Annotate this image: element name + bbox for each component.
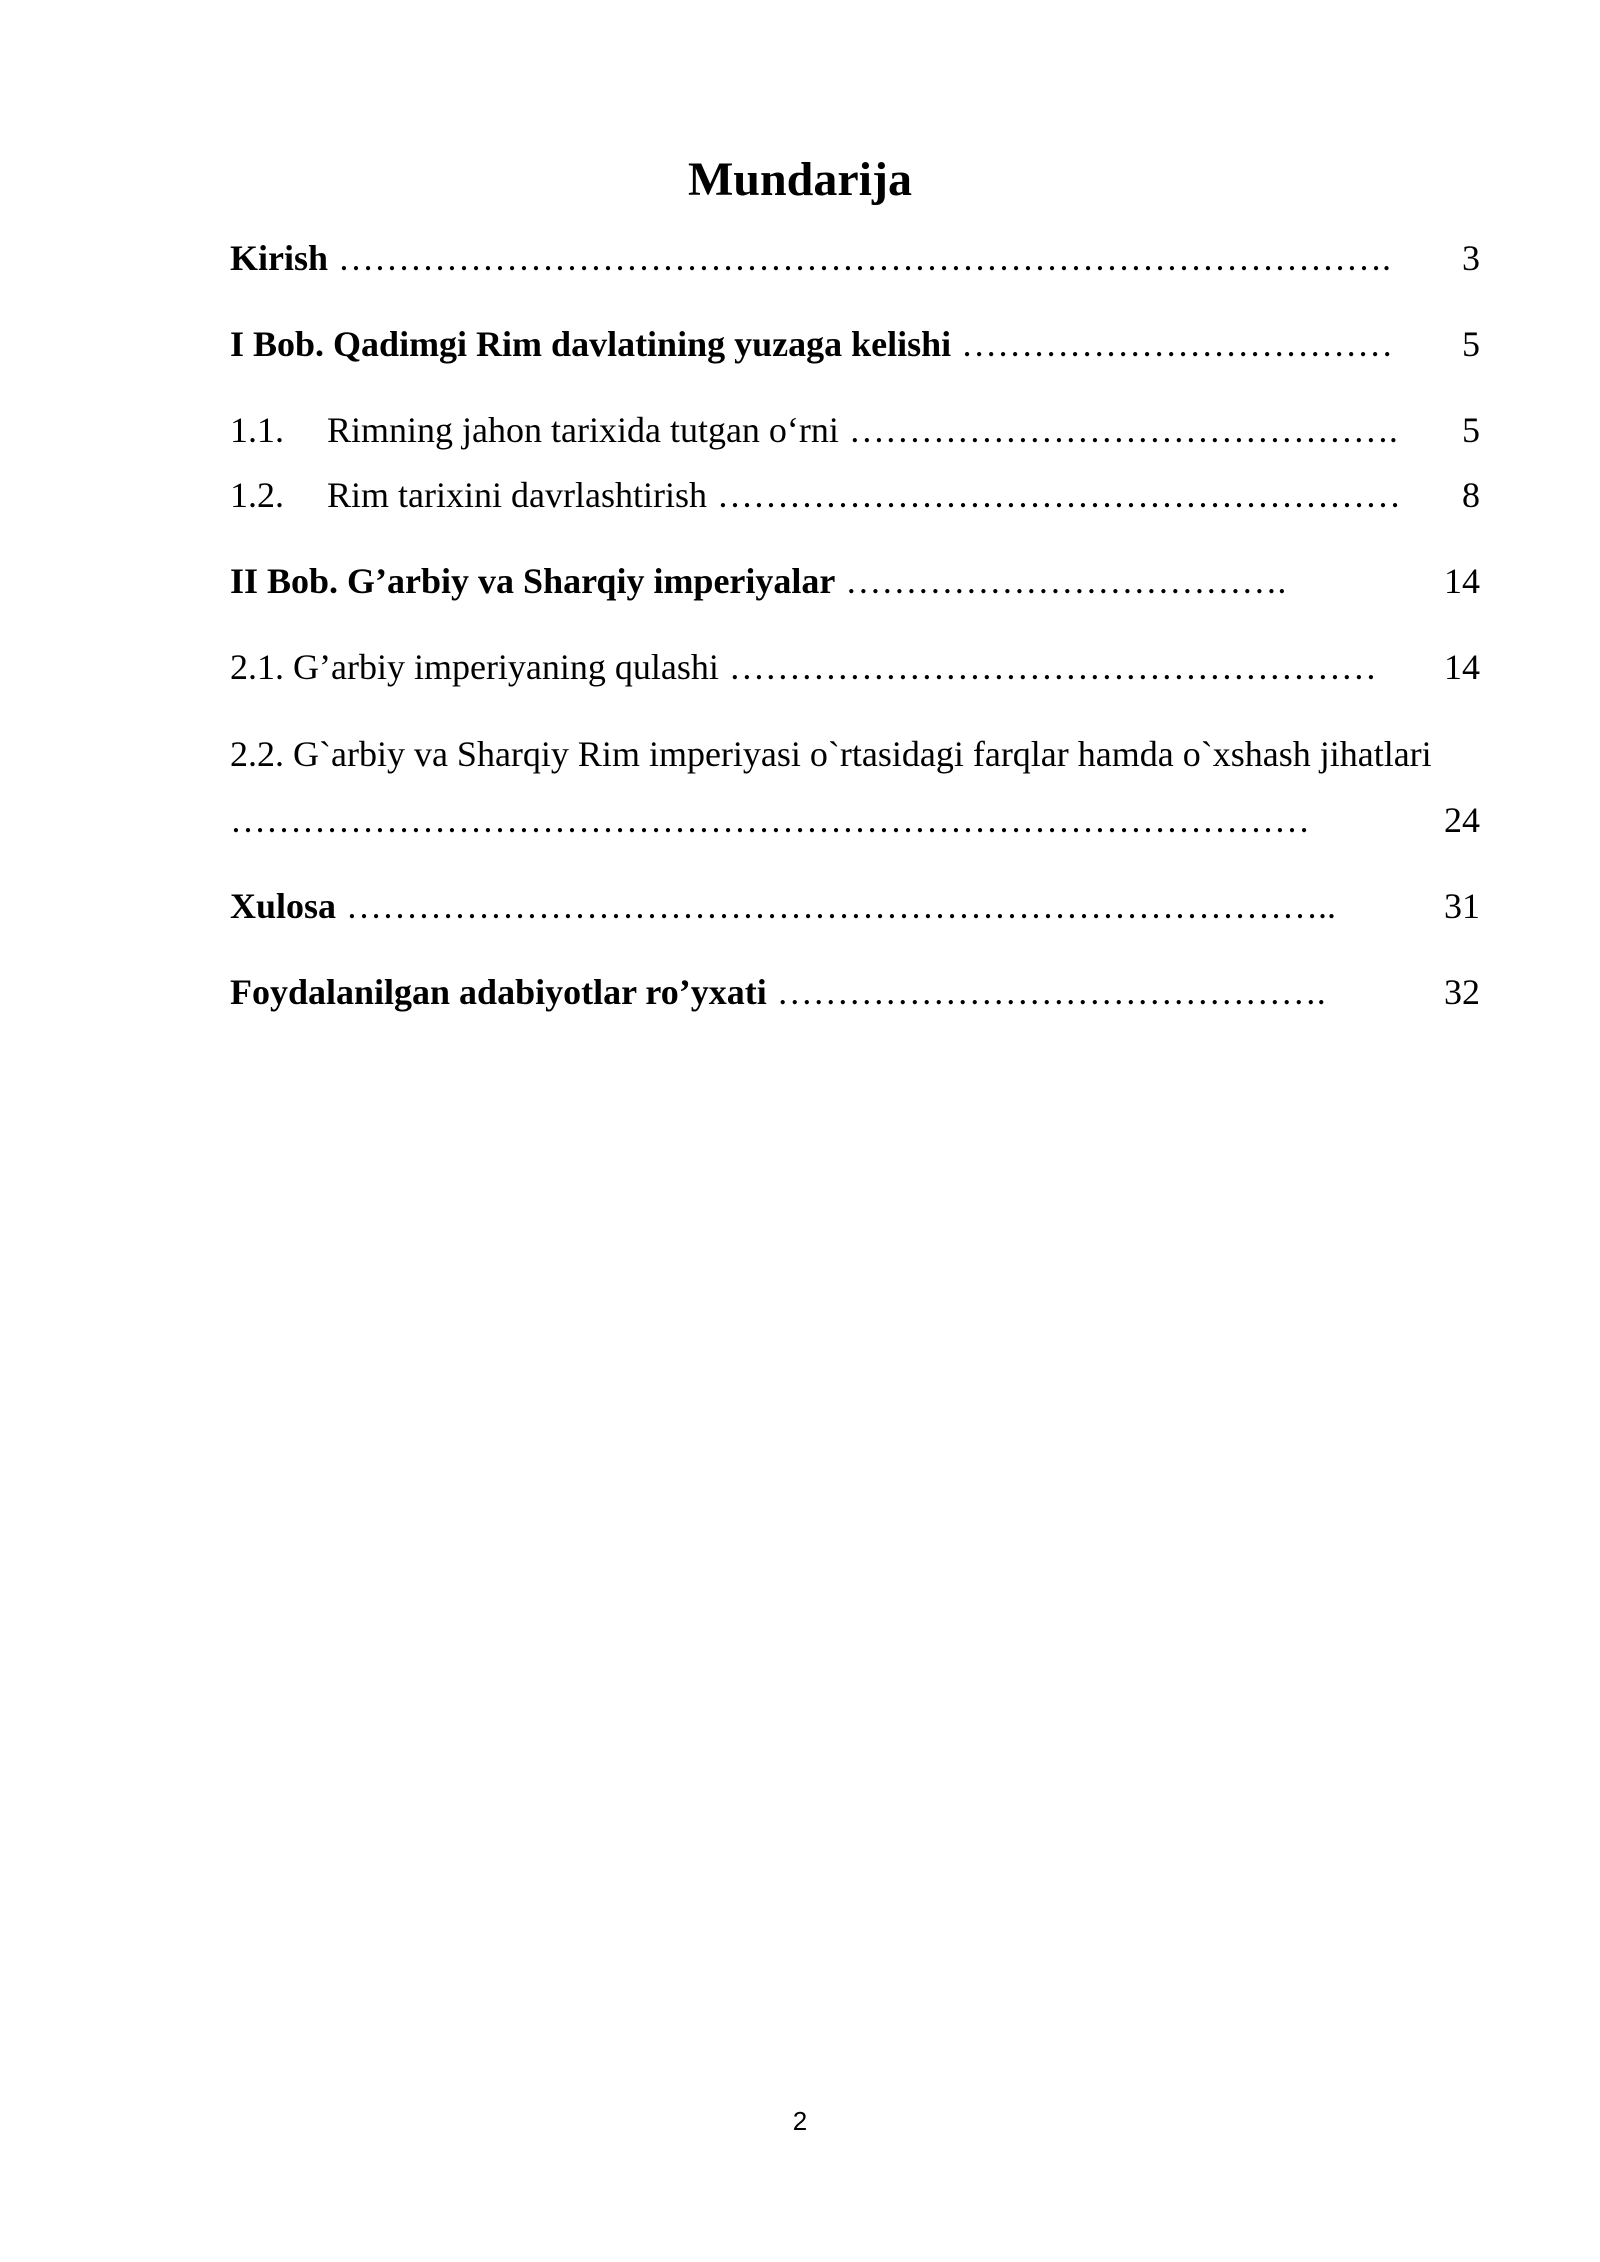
- toc-leader-dots: ……………………………………….: [776, 972, 1326, 1012]
- toc-entry-label: Xulosa: [230, 886, 337, 926]
- toc-entry-label: 2.1. G’arbiy imperiyaning qulashi: [230, 647, 719, 687]
- toc-page-number: 5: [1462, 324, 1480, 364]
- toc-entry-2-1: [230, 642, 1480, 692]
- toc-page-number: 31: [1444, 886, 1480, 926]
- toc-page-number: 14: [1444, 647, 1480, 687]
- toc-entry-number: 1.2.: [230, 475, 284, 515]
- toc-page-number: 8: [1462, 475, 1480, 515]
- toc-entry-1-2: [230, 470, 1480, 520]
- toc-entry-2-2-leader: [230, 795, 1480, 845]
- toc-entry-bob-2: [230, 556, 1480, 606]
- toc-leader-dots: ………………………………………………………………………………: [230, 800, 1310, 840]
- toc-entry-number: 1.1.: [230, 410, 284, 450]
- toc-entry-label: II Bob. G’arbiy va Sharqiy imperiyalar: [230, 561, 836, 601]
- toc-entry-label: 2.2. G`arbiy va Sharqiy Rim imperiyasi o`rtasidagi farqlar hamda o`xshash jihatlari: [230, 734, 1432, 774]
- toc-entry-2-2: [230, 729, 1480, 779]
- toc-entry-label: [230, 405, 839, 455]
- page-title: Mundarija: [687, 153, 912, 206]
- toc-page-number: 32: [1444, 972, 1480, 1012]
- toc-entry-text: Rimning jahon tarixida tutgan o‘rni: [327, 410, 839, 450]
- toc-leader-dots: ……………………………………….: [848, 410, 1398, 450]
- toc-leader-dots: ………………………………………………………………………..: [346, 886, 1337, 926]
- toc-page-number: 3: [1462, 238, 1480, 278]
- toc-entry-label: [230, 470, 707, 520]
- toc-entry-xulosa: [230, 881, 1480, 931]
- toc-leader-dots: …………………………………………………: [716, 475, 1401, 515]
- toc-leader-dots: ……………………………….: [845, 561, 1287, 601]
- toc-entry-label: Kirish: [230, 238, 329, 278]
- toc-entry-text: Rim tarixini davrlashtirish: [327, 475, 707, 515]
- toc-leader-dots: ………………………………………………: [728, 647, 1377, 687]
- toc-entry-label: Foydalanilgan adabiyotlar ro’yxati: [230, 972, 767, 1012]
- toc-entry-1-1: [230, 405, 1480, 455]
- toc-page-number: 14: [1444, 561, 1480, 601]
- toc-page-number: 24: [1444, 800, 1480, 840]
- page-number: 2: [792, 2106, 808, 2136]
- toc-page-number: 5: [1462, 410, 1480, 450]
- toc-entry-adabiyotlar: [230, 967, 1480, 1017]
- toc-entry-kirish: [230, 233, 1480, 283]
- toc-leader-dots: …………………………………………………………………………….: [338, 238, 1392, 278]
- toc-leader-dots: ………………………………: [961, 324, 1394, 364]
- toc-entry-label: I Bob. Qadimgi Rim davlatining yuzaga kelishi: [230, 324, 952, 364]
- toc-entry-bob-1: [230, 319, 1480, 369]
